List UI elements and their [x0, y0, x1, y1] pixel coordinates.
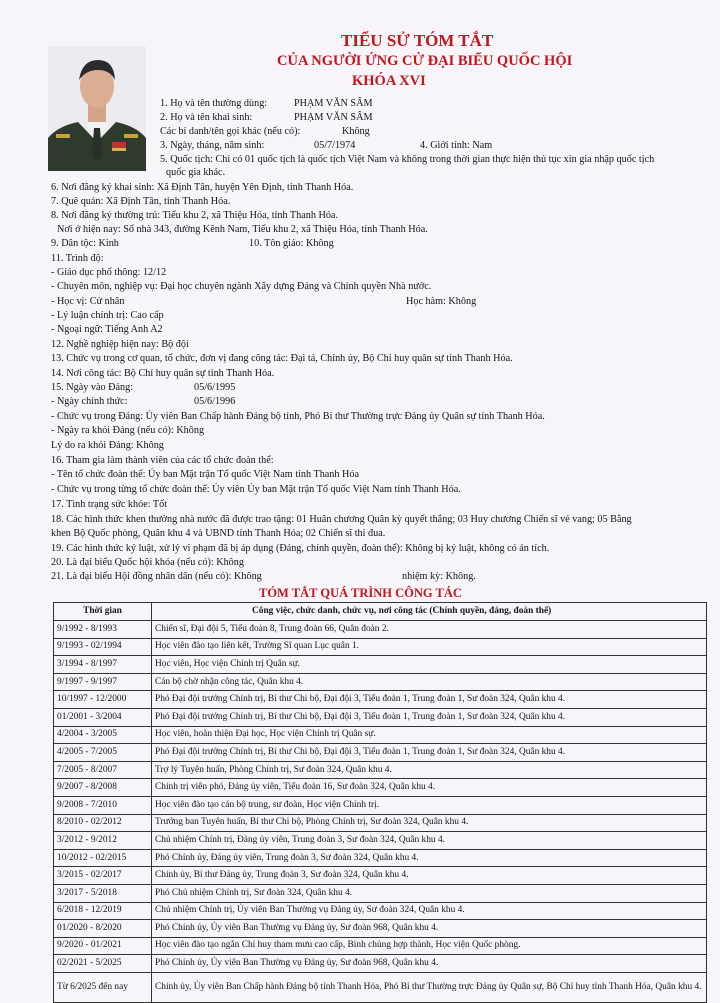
row-time: Từ 6/2025 đến nay	[54, 972, 152, 1002]
table-row	[54, 832, 707, 850]
party-official-value: 05/6/1996	[194, 396, 236, 407]
row-time: 9/1997 - 9/1997	[54, 673, 152, 691]
table-row	[54, 691, 707, 709]
row-description: Học viên đào tạo cán bộ trung, sư đoàn, Học viện Chính trị.	[152, 796, 707, 814]
table-row	[54, 867, 707, 885]
table-row	[54, 708, 707, 726]
workplace-text: 14. Nơi công tác: Bộ Chỉ huy quân sự tỉnh Thanh Hóa.	[51, 368, 275, 379]
current-position-text: 13. Chức vụ trong cơ quan, tổ chức, đơn vị đang công tác: Đại tá, Chính ủy, Bộ Chỉ huy quân sự tỉnh Thanh Hóa.	[51, 353, 513, 364]
row-time: 10/2012 - 02/2015	[54, 849, 152, 867]
document-term: KHÓA XVI	[352, 73, 426, 89]
gender-text: 4. Giới tính: Nam	[420, 140, 493, 151]
row-time: 8/2010 - 02/2012	[54, 814, 152, 832]
row-time: 4/2005 - 7/2005	[54, 744, 152, 762]
row-description: Chủ nhiệm Chính trị, Ủy viên Ban Thường vụ Đảng ủy, Sư đoàn 324, Quân khu 4.	[152, 902, 707, 920]
birth-date-label: 3. Ngày, tháng, năm sinh:	[160, 140, 265, 151]
column-header-description: Công việc, chức danh, chức vụ, nơi công tác (Chính quyền, đảng, đoàn thể)	[152, 603, 707, 621]
row-time: 3/2017 - 5/2018	[54, 884, 152, 902]
birth-registration-text: 6. Nơi đăng ký khai sinh: Xã Định Tân, huyện Yên Định, tỉnh Thanh Hóa.	[51, 182, 354, 193]
council-term-text: nhiệm kỳ: Không.	[402, 571, 476, 582]
foreign-language-text: - Ngoại ngữ: Tiếng Anh A2	[51, 324, 163, 335]
table-row	[54, 638, 707, 656]
degree-text: - Học vị: Cử nhân	[51, 296, 125, 307]
table-row	[54, 849, 707, 867]
general-education-text: - Giáo dục phổ thông: 12/12	[51, 267, 167, 278]
table-row	[54, 621, 707, 639]
row-description: Học viên, hoàn thiện Đại học, Học viện Chính trị Quân sự.	[152, 726, 707, 744]
row-description: Chiến sĩ, Đại đội 5, Tiểu đoàn 8, Trung đoàn 66, Quân đoàn 2.	[152, 621, 707, 639]
portrait-photo-icon	[48, 46, 146, 171]
discipline-text: 19. Các hình thức kỷ luật, xử lý vi phạm đã bị áp dụng (Đảng, chính quyền, đoàn thể): Không bị kỷ luật, không có án tích.	[51, 543, 550, 554]
row-time: 10/1997 - 12/2000	[54, 691, 152, 709]
specialty-text: - Chuyên môn, nghiệp vụ: Đại học chuyên ngành Xây dựng Đảng và Chính quyền Nhà nước.	[51, 281, 432, 292]
health-text: 17. Tình trạng sức khỏe: Tốt	[51, 499, 168, 510]
row-description: Học viên đào tạo liên kết, Trường Sĩ quan Lục quân 1.	[152, 638, 707, 656]
row-description: Phó Đại đội trưởng Chính trị, Bí thư Chi bộ, Đại đội 3, Tiểu đoàn 1, Trung đoàn 1, Sư đoàn 324, Quân khu 4.	[152, 708, 707, 726]
birth-date-value: 05/7/1974	[314, 140, 356, 151]
nationality-text: 5. Quốc tịch: Chỉ có 01 quốc tịch là quốc tịch Việt Nam và không trong thời gian thực hiện thủ tục xin gia nhập quốc tịch	[160, 154, 655, 165]
table-row	[54, 955, 707, 973]
table-row	[54, 937, 707, 955]
hometown-text: 7. Quê quán: Xã Định Tân, tỉnh Thanh Hóa.	[51, 196, 231, 207]
peoples-council-text: 21. Là đại biểu Hội đồng nhân dân (nếu có): Không	[51, 571, 262, 582]
work-history-table	[53, 602, 707, 1003]
permanent-address-text: 8. Nơi đăng ký thường trú: Tiểu khu 2, xã Thiệu Hóa, tỉnh Thanh Hóa.	[51, 210, 338, 221]
document-subtitle: CỦA NGƯỜI ỨNG CỬ ĐẠI BIỂU QUỐC HỘI	[277, 53, 573, 69]
row-time: 9/1992 - 8/1993	[54, 621, 152, 639]
party-official-label: - Ngày chính thức:	[51, 396, 128, 407]
occupation-text: 12. Nghề nghiệp hiện nay: Bộ đội	[51, 339, 189, 350]
row-description: Chính trị viên phó, Đảng ủy viên, Tiểu đoàn 16, Sư đoàn 324, Quân khu 4.	[152, 779, 707, 797]
table-row	[54, 656, 707, 674]
table-row	[54, 673, 707, 691]
row-description: Cán bộ chờ nhận công tác, Quân khu 4.	[152, 673, 707, 691]
party-join-label: 15. Ngày vào Đảng:	[51, 382, 134, 393]
alias-label: Các bí danh/tên gọi khác (nếu có):	[160, 126, 301, 137]
row-description: Học viên đào tạo ngắn Chỉ huy tham mưu cao cấp, Binh chủng hợp thành, Học viện Quốc phòng.	[152, 937, 707, 955]
table-row	[54, 761, 707, 779]
row-time: 9/2020 - 01/2021	[54, 937, 152, 955]
row-description: Chủ nhiệm Chính trị, Đảng ủy viên, Trung đoàn 3, Sư đoàn 324, Quân khu 4.	[152, 832, 707, 850]
row-time: 3/2012 - 9/2012	[54, 832, 152, 850]
row-description: Chính ủy, Ủy viên Ban Chấp hành Đảng bộ tỉnh Thanh Hóa, Phó Bí thư Thường trực Đảng ủy Quân sự, Bộ Chỉ huy tỉnh Thanh Hóa, Quân khu 4.	[152, 972, 707, 1002]
table-row	[54, 972, 707, 1002]
alias-value: Không	[342, 126, 370, 137]
row-description: Học viên, Học viện Chính trị Quân sự.	[152, 656, 707, 674]
row-time: 01/2020 - 8/2020	[54, 920, 152, 938]
birth-name-label: 2. Họ và tên khai sinh:	[160, 112, 253, 123]
row-description: Phó Chính ủy, Đảng ủy viên, Trung đoàn 3, Sư đoàn 324, Quân khu 4.	[152, 849, 707, 867]
row-description: Phó Chính ủy, Ủy viên Ban Thường vụ Đảng ủy, Sư đoàn 968, Quân khu 4.	[152, 920, 707, 938]
document-title: TIỂU SỬ TÓM TẮT	[341, 31, 494, 50]
party-leave-date-text: - Ngày ra khỏi Đảng (nếu có): Không	[51, 425, 205, 436]
row-time: 3/2015 - 02/2017	[54, 867, 152, 885]
row-time: 4/2004 - 3/2005	[54, 726, 152, 744]
row-time: 01/2001 - 3/2004	[54, 708, 152, 726]
current-address-text: Nơi ở hiện nay: Số nhà 343, đường Kênh Nam, Tiểu khu 2, xã Thiệu Hóa, tỉnh Thanh Hóa.	[57, 224, 428, 235]
work-history-title: TÓM TẮT QUÁ TRÌNH CÔNG TÁC	[259, 586, 462, 600]
national-assembly-text: 20. Là đại biểu Quốc hội khóa (nếu có): Không	[51, 557, 244, 568]
party-join-value: 05/6/1995	[194, 382, 236, 393]
table-row	[54, 796, 707, 814]
common-name-label: 1. Họ và tên thường dùng:	[160, 98, 268, 109]
education-heading: 11. Trình độ:	[51, 253, 104, 264]
awards-text-cont: khen Bộ Quốc phòng, Quân khu 4 và UBND tỉnh Thanh Hóa; 02 Chiến sĩ thi đua.	[51, 528, 386, 539]
row-description: Phó Đại đội trưởng Chính trị, Bí thư Chi bộ, Đại đội 3, Tiểu đoàn 1, Trung đoàn 1, Sư đoàn 324, Quân khu 4.	[152, 744, 707, 762]
row-description: Phó Chính ủy, Ủy viên Ban Thường vụ Đảng ủy, Sư đoàn 968, Quân khu 4.	[152, 955, 707, 973]
party-leave-reason-text: Lý do ra khỏi Đảng: Không	[51, 440, 164, 451]
row-description: Trưởng ban Tuyên huấn, Bí thư Chi bộ, Phòng Chính trị, Sư đoàn 324, Quân khu 4.	[152, 814, 707, 832]
religion-text: 10. Tôn giáo: Không	[249, 238, 334, 249]
row-description: Chính ủy, Bí thư Đảng ủy, Trung đoàn 3, Sư đoàn 324, Quân khu 4.	[152, 867, 707, 885]
row-time: 9/1993 - 02/1994	[54, 638, 152, 656]
party-position-text: - Chức vụ trong Đảng: Ủy viên Ban Chấp hành Đảng bộ tỉnh, Phó Bí thư Thường trực Đảng ủy Quân sự tỉnh Thanh Hóa.	[51, 411, 545, 422]
common-name-value: PHẠM VĂN SÂM	[294, 98, 373, 109]
row-time: 7/2005 - 8/2007	[54, 761, 152, 779]
awards-text: 18. Các hình thức khen thưởng nhà nước đã được trao tặng: 01 Huân chương Quân kỳ quyết thắng; 03 Huy chương Chiến sĩ vẻ vang; 05 Bằng	[51, 514, 632, 525]
row-description: Phó Chủ nhiệm Chính trị, Sư đoàn 324, Quân khu 4.	[152, 884, 707, 902]
row-description: Trợ lý Tuyên huấn, Phòng Chính trị, Sư đoàn 324, Quân khu 4.	[152, 761, 707, 779]
political-theory-text: - Lý luận chính trị: Cao cấp	[51, 310, 164, 321]
row-time: 6/2018 - 12/2019	[54, 902, 152, 920]
table-header-row	[54, 603, 707, 621]
table-row	[54, 744, 707, 762]
birth-name-value: PHẠM VĂN SÂM	[294, 112, 373, 123]
organization-position-text: - Chức vụ trong từng tổ chức đoàn thể: Ủy viên Ủy ban Mặt trận Tổ quốc Việt Nam tỉnh Thanh Hóa.	[51, 484, 461, 495]
table-row	[54, 814, 707, 832]
ethnicity-text: 9. Dân tộc: Kinh	[51, 238, 119, 249]
column-header-time: Thời gian	[54, 603, 152, 621]
organizations-heading: 16. Tham gia làm thành viên của các tổ chức đoàn thể:	[51, 455, 274, 466]
table-row	[54, 920, 707, 938]
nationality-text-cont: quốc gia khác.	[166, 167, 226, 178]
table-row	[54, 726, 707, 744]
row-description: Phó Đại đội trưởng Chính trị, Bí thư Chi bộ, Đại đội 3, Tiểu đoàn 1, Trung đoàn 1, Sư đoàn 324, Quân khu 4.	[152, 691, 707, 709]
row-time: 02/2021 - 5/2025	[54, 955, 152, 973]
row-time: 9/2007 - 8/2008	[54, 779, 152, 797]
row-time: 9/2008 - 7/2010	[54, 796, 152, 814]
academic-title-text: Học hàm: Không	[406, 296, 477, 307]
row-time: 3/1994 - 8/1997	[54, 656, 152, 674]
organization-name-text: - Tên tổ chức đoàn thể: Ủy ban Mặt trận Tổ quốc Việt Nam tỉnh Thanh Hóa	[51, 469, 360, 480]
table-row	[54, 902, 707, 920]
table-row	[54, 884, 707, 902]
table-row	[54, 779, 707, 797]
